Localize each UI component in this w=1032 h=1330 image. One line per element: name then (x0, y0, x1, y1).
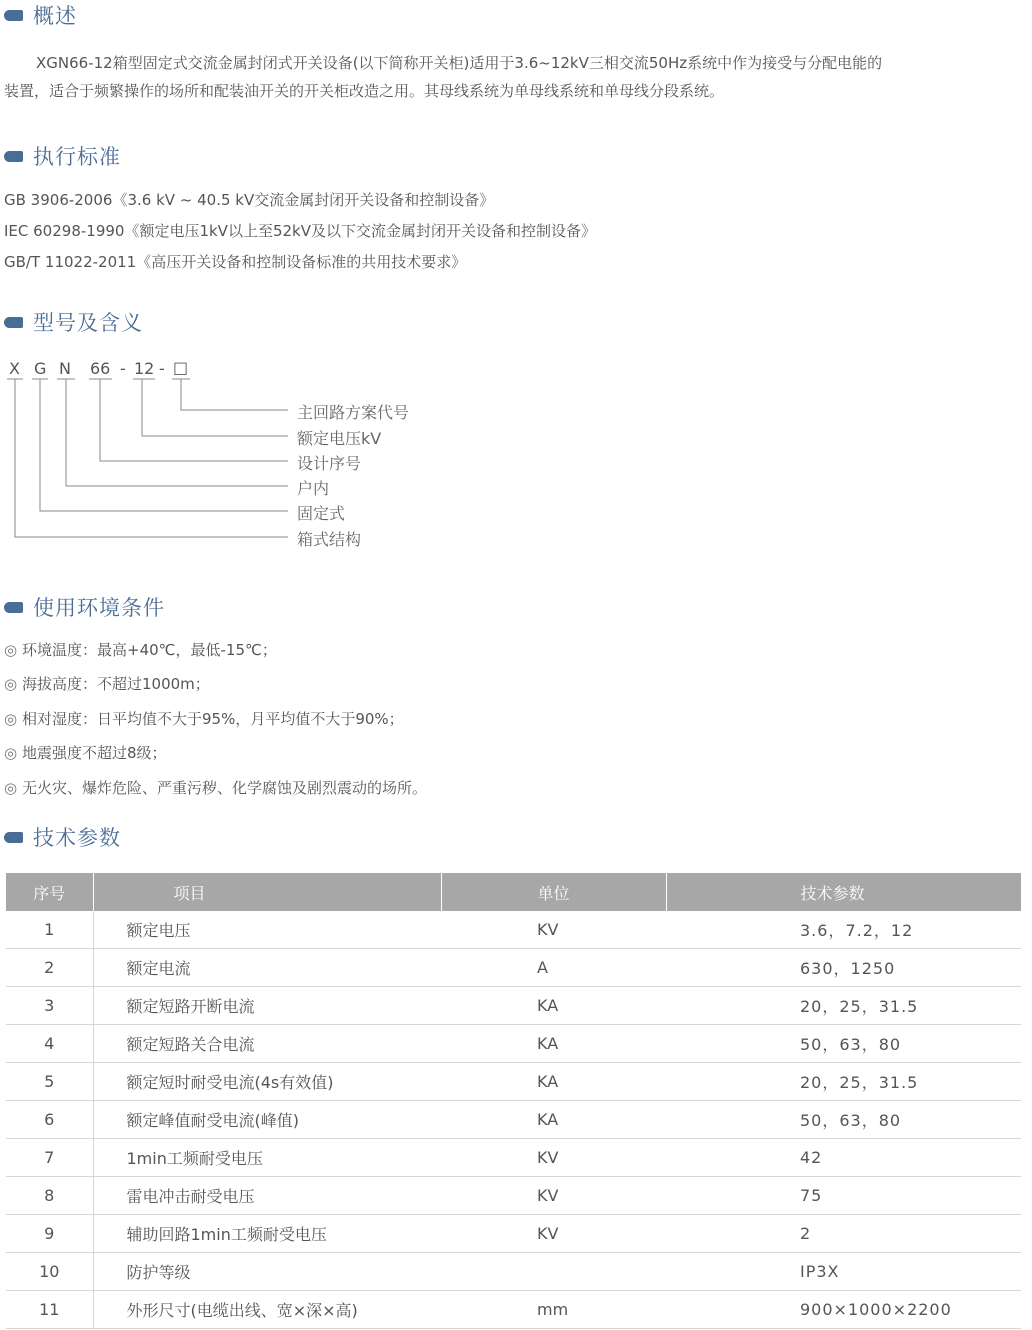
technical-parameters-table (6, 873, 1021, 1329)
cell-no: 8 (6, 1177, 93, 1215)
cell-no: 1 (6, 911, 93, 949)
standard-line: IEC 60298-1990《额定电压1kV以上至52kV及以下交流金属封闭开关设备和控制设备》 (4, 222, 596, 240)
cell-unit: KA (441, 987, 666, 1025)
standard-line: GB/T 11022-2011《高压开关设备和控制设备标准的共用技术要求》 (4, 253, 467, 271)
model-code-dash: - (120, 359, 126, 378)
cell-no: 4 (6, 1025, 93, 1063)
model-code-66: 66 (90, 359, 111, 378)
column-header-no: 序号 (6, 873, 93, 911)
cell-value: IP3X (666, 1253, 1021, 1291)
env-condition-text: 地震强度不超过8级； (22, 744, 167, 762)
cell-item: 防护等级 (93, 1253, 441, 1291)
cell-item: 额定短时耐受电流(4s有效值) (93, 1063, 441, 1101)
model-code-box: □ (173, 358, 189, 377)
cell-item: 外形尺寸(电缆出线、宽×深×高) (93, 1291, 441, 1329)
table-row (6, 1063, 1021, 1101)
section-marker-icon (4, 151, 23, 162)
section-title: 型号及含义 (33, 311, 143, 335)
cell-unit: KA (441, 1063, 666, 1101)
cell-unit: KV (441, 1139, 666, 1177)
env-condition-text: 无火灾、爆炸危险、严重污秽、化学腐蚀及剧烈震动的场所。 (22, 779, 428, 797)
section-title: 技术参数 (33, 826, 121, 850)
cell-value: 75 (666, 1177, 1021, 1215)
section-marker-icon (4, 602, 23, 613)
env-condition-item (4, 777, 427, 798)
cell-no: 5 (6, 1063, 93, 1101)
section-model-heading (4, 307, 143, 337)
model-code-dash: - (159, 359, 165, 378)
cell-value: 50，63，80 (666, 1101, 1021, 1139)
cell-item: 辅助回路1min工频耐受电压 (93, 1215, 441, 1253)
cell-item: 1min工频耐受电压 (93, 1139, 441, 1177)
table-row (6, 1177, 1021, 1215)
table-row (6, 1215, 1021, 1253)
cell-no: 10 (6, 1253, 93, 1291)
env-condition-item (4, 742, 167, 763)
cell-no: 9 (6, 1215, 93, 1253)
cell-unit: A (441, 949, 666, 987)
standard-line: GB 3906-2006《3.6 kV ~ 40.5 kV交流金属封闭开关设备和控制设备》 (4, 191, 495, 209)
cell-unit: KV (441, 911, 666, 949)
cell-value: 900×1000×2200 (666, 1291, 1021, 1329)
env-condition-text: 海拔高度：不超过1000m； (22, 675, 210, 693)
table-row (6, 911, 1021, 949)
cell-item: 额定电压 (93, 911, 441, 949)
section-parameters-heading (4, 822, 121, 852)
table-row (6, 949, 1021, 987)
section-marker-icon (4, 832, 23, 843)
section-marker-icon (4, 10, 23, 21)
circle-bullet-icon: ◎ (4, 675, 18, 693)
cell-no: 6 (6, 1101, 93, 1139)
model-label-design-no: 设计序号 (297, 454, 362, 473)
table-row (6, 1025, 1021, 1063)
model-code-g: G (34, 359, 47, 378)
model-label-fixed: 固定式 (297, 504, 346, 523)
cell-no: 2 (6, 949, 93, 987)
circle-bullet-icon: ◎ (4, 744, 18, 762)
model-label-rated-voltage: 额定电压kV (297, 429, 382, 448)
column-header-unit: 单位 (441, 873, 666, 911)
overview-line-2: 装置，适合于频繁操作的场所和配装油开关的开关柜改造之用。其母线系统为单母线系统和单母线分段系统。 (4, 82, 725, 100)
section-environment-heading (4, 592, 165, 622)
column-header-value: 技术参数 (666, 873, 1021, 911)
cell-unit: KV (441, 1177, 666, 1215)
table-row (6, 1101, 1021, 1139)
cell-unit: KA (441, 1025, 666, 1063)
model-connector-lines (0, 355, 300, 545)
cell-item: 额定短路开断电流 (93, 987, 441, 1025)
model-code-12: 12 (134, 359, 155, 378)
overview-line-1: XGN66-12箱型固定式交流金属封闭式开关设备(以下简称开关柜)适用于3.6~12kV三相交流50Hz系统中作为接受与分配电能的 (36, 54, 883, 72)
env-condition-text: 环境温度：最高+40℃，最低-15℃； (22, 641, 277, 659)
cell-unit: KV (441, 1215, 666, 1253)
section-title: 概述 (33, 4, 77, 28)
env-condition-item (4, 708, 404, 729)
table-row (6, 1253, 1021, 1291)
table-row (6, 1139, 1021, 1177)
model-code-x: X (9, 359, 20, 378)
cell-item: 雷电冲击耐受电压 (93, 1177, 441, 1215)
cell-value: 20，25，31.5 (666, 987, 1021, 1025)
overview-paragraph (4, 49, 1028, 105)
section-overview-heading (4, 0, 77, 30)
cell-value: 20，25，31.5 (666, 1063, 1021, 1101)
env-condition-item (4, 673, 210, 694)
env-condition-item (4, 639, 277, 660)
circle-bullet-icon: ◎ (4, 641, 18, 659)
table-header-row (6, 873, 1021, 911)
section-standards-heading (4, 141, 121, 171)
model-label-indoor: 户内 (297, 479, 330, 498)
circle-bullet-icon: ◎ (4, 710, 18, 728)
model-code-n: N (59, 359, 71, 378)
cell-value: 50，63，80 (666, 1025, 1021, 1063)
column-header-item: 项目 (93, 873, 441, 911)
cell-value: 42 (666, 1139, 1021, 1177)
section-title: 使用环境条件 (33, 596, 165, 620)
section-marker-icon (4, 317, 23, 328)
table-row (6, 987, 1021, 1025)
cell-item: 额定短路关合电流 (93, 1025, 441, 1063)
cell-item: 额定峰值耐受电流(峰值) (93, 1101, 441, 1139)
cell-item: 额定电流 (93, 949, 441, 987)
cell-no: 11 (6, 1291, 93, 1329)
cell-value: 2 (666, 1215, 1021, 1253)
env-condition-text: 相对湿度：日平均值不大于95%，月平均值不大于90%； (22, 710, 404, 728)
cell-unit: KA (441, 1101, 666, 1139)
section-title: 执行标准 (33, 145, 121, 169)
cell-unit: mm (441, 1291, 666, 1329)
table-row (6, 1291, 1021, 1329)
cell-no: 7 (6, 1139, 93, 1177)
cell-unit (441, 1253, 666, 1291)
circle-bullet-icon: ◎ (4, 779, 18, 797)
cell-no: 3 (6, 987, 93, 1025)
model-label-box-structure: 箱式结构 (297, 530, 362, 549)
model-label-main-circuit: 主回路方案代号 (297, 403, 410, 422)
cell-value: 3.6，7.2，12 (666, 911, 1021, 949)
cell-value: 630，1250 (666, 949, 1021, 987)
